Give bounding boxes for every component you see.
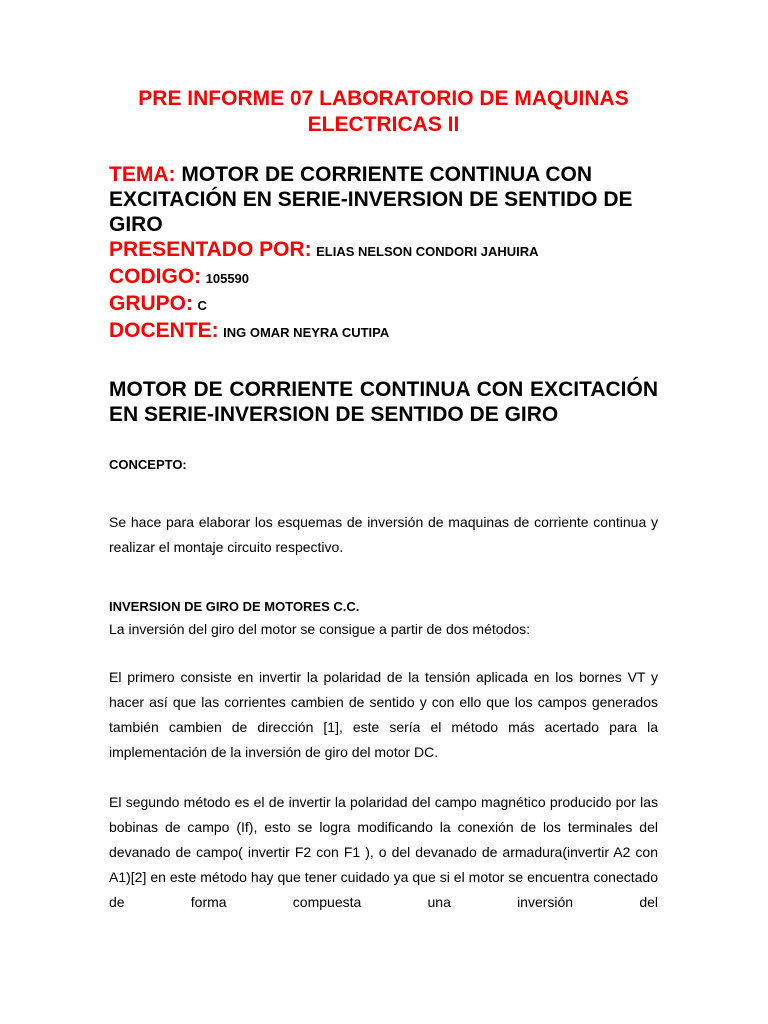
docente-line	[109, 318, 658, 345]
codigo-label: CODIGO:	[109, 265, 202, 288]
presentado-por-value: ELIAS NELSON CONDORI JAHUIRA	[316, 244, 539, 259]
metodo-2-paragraph: El segundo método es el de invertir la polaridad del campo magnético producido por las bobinas de campo (If), esto se logra modificando la conexión de los terminales del devanado de campo( invertir F2 con F1 ), o del devanado de armadura(invertir A2 con A1)[2] en este método hay que tener cuidado ya que si el motor se encuentra conectado de forma compuesta una inversión del	[109, 794, 658, 910]
metodo-1-paragraph: El primero consiste en invertir la polaridad de la tensión aplicada en los bornes VT y hacer así que las corrientes cambien de sentido y con ello que los campos generados también cambien de dirección [1], este sería el método más acertado para la implementación de la inversión de giro del motor DC.	[109, 669, 658, 760]
tema-value: MOTOR DE CORRIENTE CONTINUA CON EXCITACIÓN EN SERIE-INVERSION DE SENTIDO DE GIRO	[109, 163, 633, 236]
inversion-heading: INVERSION DE GIRO DE MOTORES C.C.	[109, 599, 360, 614]
concepto-heading: CONCEPTO:	[109, 457, 187, 472]
section-heading: MOTOR DE CORRIENTE CONTINUA CON EXCITACIÓN EN SERIE-INVERSION DE SENTIDO DE GIRO	[109, 378, 658, 426]
docente-label: DOCENTE:	[109, 319, 219, 342]
document-title: PRE INFORME 07 LABORATORIO DE MAQUINAS ELECTRICAS II	[138, 87, 629, 136]
document-metadata	[109, 162, 658, 345]
tema-label: TEMA:	[109, 163, 176, 186]
grupo-line	[109, 291, 658, 318]
inversion-intro-paragraph: La inversión del giro del motor se consigue a partir de dos métodos:	[109, 621, 531, 637]
codigo-value: 105590	[205, 271, 250, 286]
concepto-paragraph: Se hace para elaborar los esquemas de inversión de maquinas de corriente continua y realizar el montaje circuito respectivo.	[109, 514, 658, 555]
codigo-line	[109, 264, 658, 291]
docente-value: ING OMAR NEYRA CUTIPA	[223, 325, 390, 340]
tema-line	[109, 162, 658, 237]
presentado-por-label: PRESENTADO POR:	[109, 238, 312, 261]
grupo-label: GRUPO:	[109, 292, 193, 315]
grupo-value: C	[197, 298, 207, 313]
presentado-por-line	[109, 237, 658, 264]
